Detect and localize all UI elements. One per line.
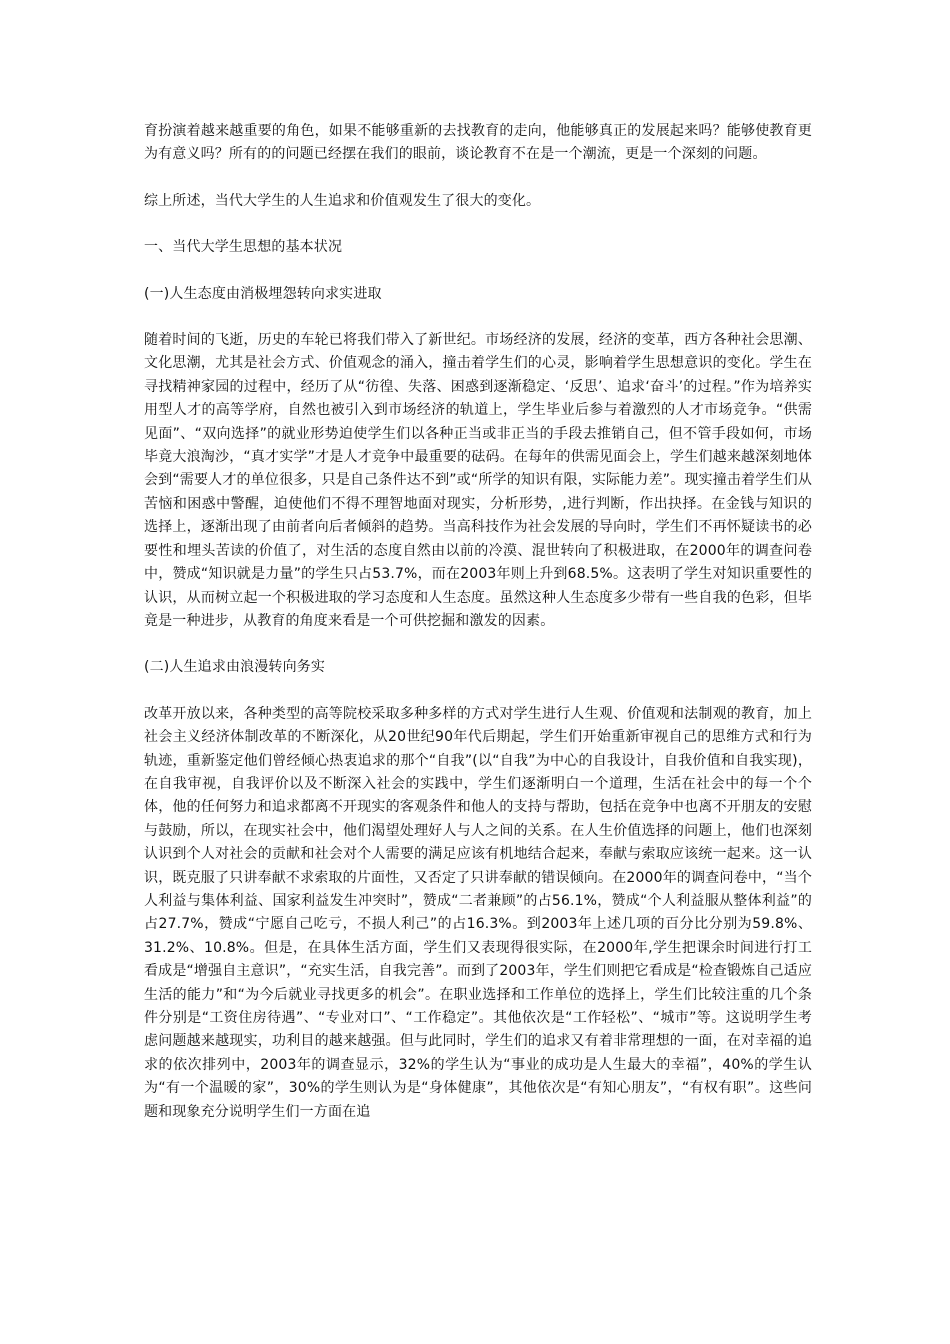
subsection-heading-2: (二)人生追求由浪漫转向务实 <box>144 659 326 676</box>
paragraph-attitude: 随着时间的飞逝，历史的车轮已将我们带入了新世纪。市场经济的发展，经济的变革，西方各种社会思潮、文化思潮，尤其是社会方式、价值观念的涌入，撞击着学生们的心灵，影响着学生思想意识的变化。学生在寻找精神家园的过程中，经历了从“彷徨、失落、困惑到逐渐稳定、‘反思’、追求‘奋斗’的过程。”作为培养实用型人才的高等学府，自然也被引入到市场经济的轨道上，学生毕业后参与着激烈的人才市场竞争。“供需见面”、“双向选择”的就业形势迫使学生们以各种正当或非正当的手段去推销自己，但不管手段如何，市场毕竟大浪淘沙，“真才实学”才是人才竞争中最重要的砝码。在每年的供需见面会上，学生们越来越深刻地体会到“需要人才的单位很多，只是自己条件达不到”或“所学的知识有限，实际能力差”。现实撞击着学生们从苦恼和困惑中警醒，迫使他们不得不理智地面对现实，分析形势，,进行判断，作出抉择。在金钱与知识的选择上，逐渐出现了由前者向后者倾斜的趋势。当高科技作为社会发展的导向时，学生们不再怀疑读书的必要性和埋头苦读的价值了，对生活的态度自然由以前的冷漠、混世转向了积极进取，在2000年的调查问卷中，赞成“知识就是力量”的学生只占53.7%，而在2003年则上升到68.5%。这表明了学生对知识重要性的认识，从而树立起一个积极进取的学习态度和人生态度。虽然这种人生态度多少带有一些自我的色彩，但毕竟是一种进步，从教育的角度来看是一个可供挖掘和激发的因素。 <box>144 332 812 629</box>
document-page <box>144 120 812 1147</box>
paragraph-intro-continuation: 育扮演着越来越重要的角色，如果不能够重新的去找教育的走向，他能够真正的发展起来吗？能够使教育更为有意义吗？所有的的问题已经摆在我们的眼前，谈论教育不在是一个潮流，更是一个深刻的问题。 <box>144 123 812 163</box>
subsection-heading-1: (一)人生态度由消极埋怨转向求实进取 <box>144 285 382 302</box>
section-heading: 一、当代大学生思想的基本状况 <box>144 239 343 256</box>
paragraph-summary: 综上所述，当代大学生的人生追求和价值观发生了很大的变化。 <box>144 192 541 209</box>
paragraph-pursuit: 改革开放以来，各种类型的高等院校采取多种多样的方式对学生进行人生观、价值观和法制观的教育，加上社会主义经济体制改革的不断深化，从20世纪90年代后期起，学生们开始重新审视自己的思维方式和行为轨迹，重新鉴定他们曾经倾心热衷追求的那个“自我”(以“自我”为中心的自我设计，自我价值和自我实现)，在自我审视，自我评价以及不断深入社会的实践中，学生们逐渐明白一个道理，生活在社会中的每一个个体，他的任何努力和追求都离不开现实的客观条件和他人的支持与帮助，包括在竞争中也离不开朋友的安慰与鼓励，所以，在现实社会中，他们渴望处理好人与人之间的关系。在人生价值选择的问题上，他们也深刻认识到个人对社会的贡献和社会对个人需要的满足应该有机地结合起来，奉献与索取应该统一起来。这一认识，既克服了只讲奉献不求索取的片面性，又否定了只讲奉献的错误倾向。在2000年的调查问卷中，“当个人利益与集体利益、国家利益发生冲突时”，赞成“二者兼顾”的占56.1%，赞成“个人利益服从整体利益”的占27.7%，赞成“宁愿自己吃亏，不损人利己”的占16.3%。到2003年上述几项的百分比分别为59.8%、31.2%、10.8%。但是，在具体生活方面，学生们又表现得很实际，在2000年,学生把课余时间进行打工看成是“增强自主意识”，“充实生活，自我完善”。而到了2003年，学生们则把它看成是“检查锻炼自己适应生活的能力”和“为今后就业寻找更多的机会”。在职业选择和工作单位的选择上，学生们比较注重的几个条件分别是“工资住房待遇”、“专业对口”、“工作稳定”。其他依次是“工作轻松”、“城市”等。这说明学生考虑问题越来越现实，功利目的越来越强。但与此同时，学生们的追求又有着非常理想的一面，在对幸福的追求的依次排列中，2003年的调查显示，32%的学生认为“事业的成功是人生最大的幸福”，40%的学生认为“有一个温暖的家”，30%的学生则认为是“身体健康”，其他依次是“有知心朋友”，“有权有职”。这些问题和现象充分说明学生们一方面在追 <box>144 705 812 1120</box>
